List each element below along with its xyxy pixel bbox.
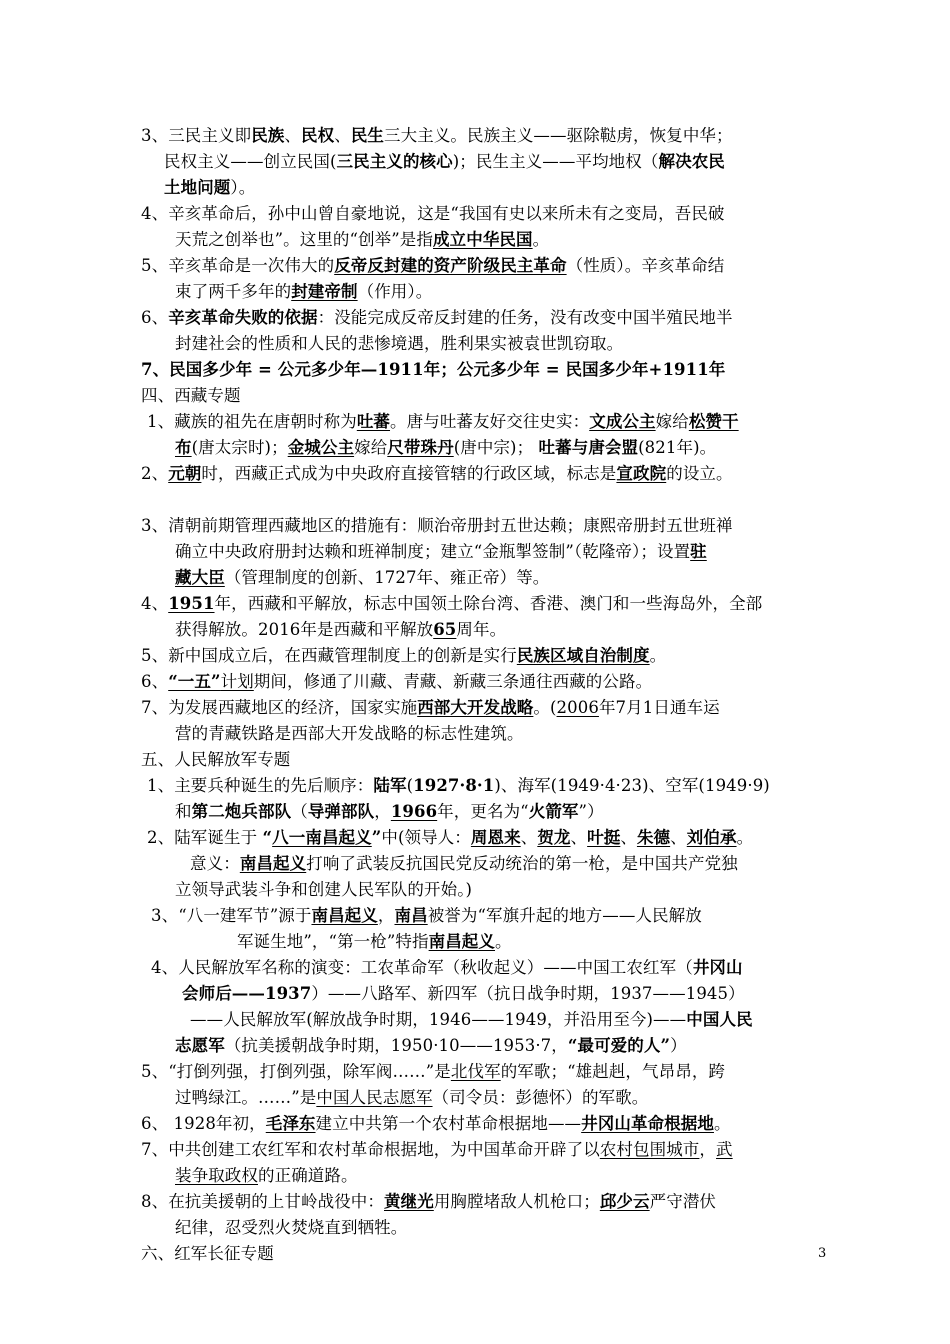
text-segment: 天荒之创举也”。这里的“创举”是指 — [175, 230, 434, 249]
text-segment: 解决农民 — [658, 152, 725, 171]
text-line — [141, 670, 652, 694]
text-segment: 布 — [175, 438, 192, 457]
text-segment: ， — [699, 1140, 717, 1159]
text-line — [141, 748, 290, 772]
text-line — [175, 878, 472, 902]
text-segment: 4、人民解放军名称的演变：工农革命军（秋收起义）——中国工农红军（ — [151, 958, 693, 977]
text-segment: 的设立。 — [666, 464, 733, 483]
text-segment: 嫁给 — [655, 412, 689, 431]
text-segment: 严守潜伏 — [649, 1192, 717, 1211]
text-segment: 刘伯承 — [686, 828, 737, 847]
text-line — [141, 202, 725, 226]
text-segment: 。 — [736, 828, 754, 847]
text-segment: 的军歌；“雄赳赳，气昂昂，跨 — [500, 1062, 726, 1081]
text-segment: 3、三民主义即 — [141, 126, 252, 145]
text-line — [175, 1216, 407, 1240]
text-line — [151, 956, 743, 980]
text-segment: 、 — [334, 126, 351, 145]
text-segment: )、海军(1949·4·23)、空军(1949·9) — [494, 776, 770, 795]
text-segment: 打响了武装反抗国民党反动统治的第一枪，是中国共产党独 — [306, 854, 738, 873]
text-segment: 、 — [284, 126, 302, 145]
text-segment: 5、“打倒列强，打倒列强，除军阀……”是 — [141, 1062, 451, 1081]
text-segment: 吐蕃 — [356, 412, 391, 431]
text-segment: 民权主义——创立民国( — [164, 152, 337, 171]
text-segment: ）——八路军、新四军（抗日战争时期，1937——1945） — [311, 984, 745, 1003]
text-segment: 1951 — [168, 594, 215, 613]
text-line — [141, 1112, 731, 1136]
text-segment: 三民主义的核心 — [336, 152, 453, 171]
text-segment: 被誉为“军旗升起的地方——人民解放 — [427, 906, 702, 925]
text-segment: )；民生主义——平均地权（ — [452, 152, 659, 171]
text-segment: 火箭军 — [528, 802, 579, 821]
text-segment: 六、红军长征专题 — [141, 1244, 274, 1263]
text-segment: 农村包围城市 — [599, 1140, 700, 1159]
text-segment: 确立中央政府册封达赖和班禅制度；建立“金瓶掣签制”（乾隆帝）；设置 — [175, 542, 691, 561]
text-segment: 7、为发展西藏地区的经济，国家实施 — [141, 698, 418, 717]
text-line — [151, 904, 702, 928]
text-segment: 民族 — [251, 126, 285, 145]
text-segment: 西部大开发战略 — [417, 698, 534, 717]
text-line — [175, 1086, 648, 1110]
text-segment: 、 — [520, 828, 538, 847]
text-segment: 7、中共创建工农红军和农村革命根据地，为中国革命开辟了以 — [141, 1140, 600, 1159]
text-segment: 1966 — [390, 802, 438, 821]
text-segment: ：没能完成反帝反封建的任务，没有改变中国半殖民地半 — [317, 308, 733, 327]
text-segment: ” — [371, 828, 382, 847]
text-segment: 期间，修通了川藏、青藏、新藏三条通往西藏的公路。 — [253, 672, 653, 691]
text-line — [141, 1138, 733, 1162]
text-line — [141, 644, 666, 668]
text-segment: （性质）。辛亥革命结 — [566, 256, 725, 275]
text-line — [175, 1164, 358, 1188]
text-segment: 周年。 — [456, 620, 507, 639]
text-segment: 中国人民志愿军 — [316, 1088, 433, 1107]
text-segment: 。 — [532, 230, 550, 249]
text-segment: 4、 — [141, 594, 169, 613]
text-segment: 。 — [713, 1114, 731, 1133]
text-segment: 三大主义。民族主义——驱除鞑虏，恢复中华； — [384, 126, 733, 145]
text-segment: 3、“八一建军节”源于 — [151, 906, 312, 925]
text-segment: 藏大臣 — [175, 568, 225, 587]
text-segment: 2、 — [141, 464, 169, 483]
text-segment: 7、民国多少年 = 公元多少年—1911年；公元多少年 = 民国多少年+1911年 — [141, 360, 726, 379]
text-segment: 南昌起义 — [311, 906, 378, 925]
text-segment: 成立中华民国 — [433, 230, 533, 249]
text-line — [175, 280, 432, 304]
text-line — [164, 150, 725, 174]
text-line — [175, 722, 524, 746]
text-segment: (821年)。 — [638, 438, 717, 457]
text-segment: 民生 — [350, 126, 385, 145]
text-segment: 时，西藏正式成为中央政府直接管辖的行政区域，标志是 — [201, 464, 617, 483]
text-segment: 黄继光 — [384, 1192, 434, 1211]
text-segment: 6、 1928年初， — [141, 1114, 266, 1133]
text-line — [175, 566, 549, 590]
text-segment: 营的青藏铁路是西部大开发战略的标志性建筑。 — [175, 724, 524, 743]
text-segment: 3、清朝前期管理西藏地区的措施有：顺治帝册封五世达赖；康熙帝册封五世班禅 — [141, 516, 733, 535]
text-segment: 束了两千多年的 — [175, 282, 292, 301]
text-segment: 1927·8·1 — [413, 776, 495, 795]
text-segment: 1、藏族的祖先在唐朝时称为 — [147, 412, 357, 431]
text-segment: 宣政院 — [616, 464, 667, 483]
text-line — [175, 332, 623, 356]
text-segment: 周恩来 — [470, 828, 521, 847]
text-segment: 武 — [716, 1140, 733, 1159]
text-segment: 南昌起义 — [428, 932, 496, 951]
text-segment: 井冈山 — [692, 958, 743, 977]
text-segment: 纪律，忍受烈火焚烧直到牺牲。 — [175, 1218, 408, 1237]
text-segment: ”） — [578, 802, 604, 821]
text-line — [190, 852, 738, 876]
text-segment: 朱德 — [636, 828, 671, 847]
text-segment: (唐太宗时)； — [191, 438, 288, 457]
text-segment: 叶挺 — [587, 828, 621, 847]
text-line — [175, 800, 604, 824]
text-segment: “ — [262, 828, 273, 847]
text-segment: 毛泽东 — [265, 1114, 316, 1133]
text-segment: 。( — [533, 698, 557, 717]
text-segment: “一五” — [168, 672, 221, 691]
text-segment: 五、人民解放军专题 — [141, 750, 291, 769]
text-segment: 、 — [620, 828, 637, 847]
text-segment: （司令员：彭德怀）的军歌。 — [432, 1088, 649, 1107]
text-segment: ——人民解放军(解放战争时期，1946——1949，并沿用至今)—— — [190, 1010, 687, 1029]
text-segment: ）。 — [230, 178, 256, 197]
text-segment: 。 — [495, 932, 512, 951]
text-segment: “最可爱的人” — [567, 1036, 671, 1055]
text-segment: 陆军 — [373, 776, 407, 795]
text-segment: 的正确道路。 — [258, 1166, 358, 1185]
text-segment: （ — [291, 802, 308, 821]
text-segment: 用胸膛堵敌人机枪口； — [433, 1192, 600, 1211]
text-segment: 吐蕃与唐会盟 — [538, 438, 639, 457]
page-number: 3 — [818, 1246, 827, 1261]
text-segment: 1、主要兵种诞生的先后顺序： — [147, 776, 374, 795]
text-segment: ， — [377, 906, 395, 925]
text-segment: 四、西藏专题 — [141, 386, 241, 405]
text-line — [141, 1190, 716, 1214]
text-segment: 军诞生地”，“第一枪”特指 — [237, 932, 429, 951]
text-segment: 。唐与吐蕃友好交往史实： — [390, 412, 590, 431]
text-segment: 5、新中国成立后，在西藏管理制度上的创新是实行 — [141, 646, 517, 665]
text-segment: （作用）。 — [357, 282, 433, 301]
text-segment: 南昌 — [394, 906, 428, 925]
text-line — [141, 358, 725, 382]
text-segment: 中国人民 — [686, 1010, 753, 1029]
text-segment: 反帝反封建的资产阶级民主革命 — [334, 256, 567, 275]
text-segment: 第二炮兵部队 — [191, 802, 292, 821]
text-segment: 年，西藏和平解放，标志中国领土除台湾、香港、澳门和一些海岛外，全部 — [214, 594, 763, 613]
text-segment: 2006 — [556, 698, 599, 717]
text-segment: 2、陆军诞生于 — [147, 828, 263, 847]
text-line — [141, 254, 724, 278]
text-segment: 松赞干 — [688, 412, 739, 431]
text-segment: 年7月1日通车运 — [598, 698, 720, 717]
text-line — [190, 1008, 753, 1032]
text-line — [141, 696, 720, 720]
text-segment: 八一南昌起义 — [272, 828, 372, 847]
text-line — [237, 930, 512, 954]
text-line — [141, 514, 733, 538]
text-segment: 会师后——1937 — [182, 984, 312, 1003]
text-segment: 尺带珠丹 — [387, 438, 454, 457]
text-segment: 计划 — [220, 672, 254, 691]
text-line — [175, 1034, 687, 1058]
text-segment: 金城公主 — [287, 438, 355, 457]
text-segment: 南昌起义 — [239, 854, 307, 873]
text-segment: 封建帝制 — [291, 282, 358, 301]
text-line — [175, 540, 707, 564]
text-line — [141, 384, 241, 408]
text-segment: 封建社会的性质和人民的悲惨境遇，胜利果实被袁世凯窃取。 — [175, 334, 624, 353]
text-segment: 装争取政权 — [175, 1166, 258, 1185]
text-segment: ， — [374, 802, 391, 821]
text-segment: 5、辛亥革命是一次伟大的 — [141, 256, 335, 275]
text-segment: 65 — [433, 620, 457, 639]
text-line — [141, 592, 762, 616]
text-segment: 贺龙 — [537, 828, 571, 847]
text-segment: 立领导武装斗争和创建人民军队的开始。) — [175, 880, 473, 899]
text-line — [141, 306, 733, 330]
text-segment: 获得解放。2016年是西藏和平解放 — [175, 620, 434, 639]
text-segment: 。 — [649, 646, 667, 665]
text-line — [147, 410, 739, 434]
text-segment: 建立中共第一个农村革命根据地—— — [315, 1114, 582, 1133]
text-segment: 6、 — [141, 308, 169, 327]
text-segment: 导弹部队 — [307, 802, 375, 821]
text-line — [147, 774, 770, 798]
text-segment: 年，更名为“ — [437, 802, 529, 821]
text-line — [182, 982, 745, 1006]
text-segment: 井冈山革命根据地 — [581, 1114, 714, 1133]
text-segment: 文成公主 — [589, 412, 656, 431]
text-segment: 过鸭绿江。……”是 — [175, 1088, 317, 1107]
text-line — [141, 1060, 725, 1084]
text-line — [175, 228, 549, 252]
text-line — [141, 124, 733, 148]
text-segment: 6、 — [141, 672, 169, 691]
text-line — [164, 176, 255, 200]
text-segment: 元朝 — [168, 464, 202, 483]
text-segment: ( — [406, 776, 414, 795]
text-segment: 8、在抗美援朝的上甘岭战役中： — [141, 1192, 384, 1211]
text-line — [141, 1242, 274, 1266]
text-segment: 和 — [175, 802, 192, 821]
text-segment: 嫁给 — [354, 438, 388, 457]
text-segment: 、 — [670, 828, 687, 847]
text-line — [141, 462, 733, 486]
text-segment: 4、辛亥革命后，孙中山曾自豪地说，这是“我国有史以来所未有之变局，吾民破 — [141, 204, 725, 223]
text-segment: 民族区域自治制度 — [516, 646, 650, 665]
text-segment: 辛亥革命失败的依据 — [168, 308, 318, 327]
text-segment: 邱少云 — [599, 1192, 650, 1211]
text-segment: 民权 — [301, 126, 335, 145]
text-segment: 意义： — [190, 854, 240, 873]
text-segment: 志愿军 — [175, 1036, 225, 1055]
text-line — [147, 826, 753, 850]
text-segment: （管理制度的创新、1727年、雍正帝）等。 — [224, 568, 550, 587]
text-line — [175, 618, 506, 642]
text-segment: 土地问题 — [164, 178, 231, 197]
text-segment: 中(领导人： — [381, 828, 471, 847]
text-segment: 北伐军 — [450, 1062, 501, 1081]
text-line — [175, 436, 716, 460]
text-segment: 驻 — [690, 542, 707, 561]
text-segment: 、 — [570, 828, 588, 847]
text-segment: (唐中宗)； — [453, 438, 539, 457]
text-segment: （抗美援朝战争时期，1950·10——1953·7， — [224, 1036, 568, 1055]
text-segment: ） — [670, 1036, 687, 1055]
